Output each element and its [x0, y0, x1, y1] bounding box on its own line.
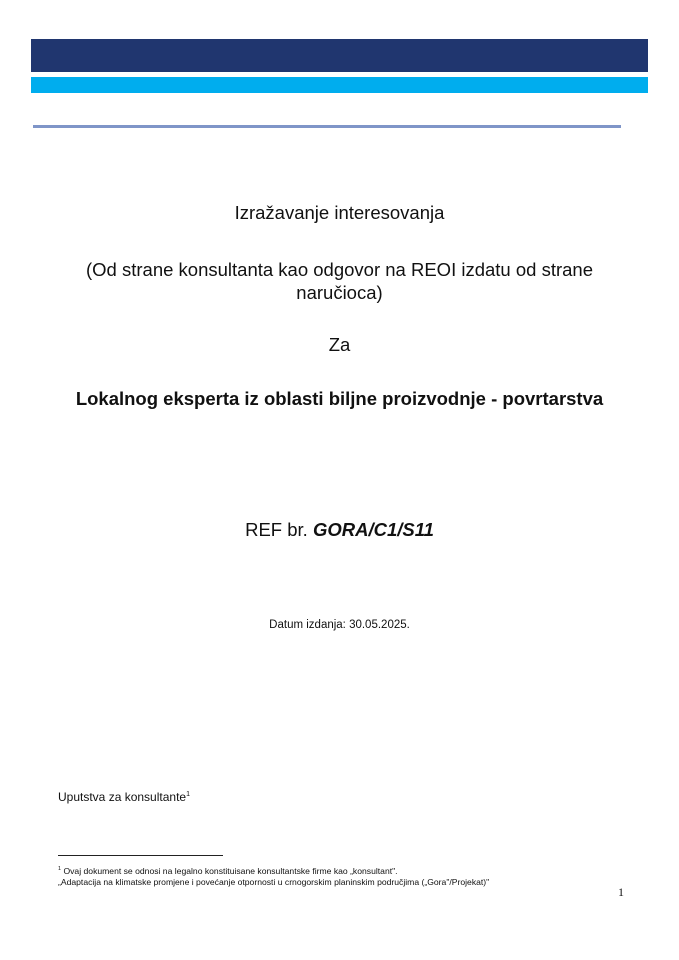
document-subtitle: (Od strane konsultanta kao odgovor na REOI izdatu od strane naručioca) [86, 259, 593, 303]
header-rule [33, 125, 621, 128]
document-subject: Lokalnog eksperta iz oblasti biljne proizvodnje - povrtarstva [75, 388, 604, 409]
ref-prefix: REF br. [245, 519, 308, 540]
footnote-ref: 1 [186, 791, 190, 798]
footnote-text-1: Ovaj dokument se odnosi na legalno konstituisane konsultantske firme kao „konsultant". [61, 865, 398, 876]
footnote-separator [58, 855, 223, 856]
header-band-dark [31, 39, 648, 72]
ref-code: GORA/C1/S11 [312, 519, 434, 540]
reference-line [0, 519, 679, 541]
footnote-1 [58, 864, 658, 877]
issue-date: Datum izdanja: 30.05.2025. [269, 619, 410, 631]
footnotes [58, 864, 658, 888]
page-number: 1 [618, 885, 624, 899]
document-title: Izražavanje interesovanja [234, 202, 445, 223]
instructions-heading [58, 790, 190, 804]
header-band-light [31, 77, 648, 93]
footnote-mark: 1 [58, 866, 62, 872]
instructions-text: Uputstva za konsultante [58, 790, 187, 804]
za-label: Za [328, 334, 351, 355]
footnote-text-2: „Adaptacija na klimatske promjene i povećanje otpornosti u crnogorskim planinskim područjima („Gora"/Projekat)" [58, 876, 490, 887]
